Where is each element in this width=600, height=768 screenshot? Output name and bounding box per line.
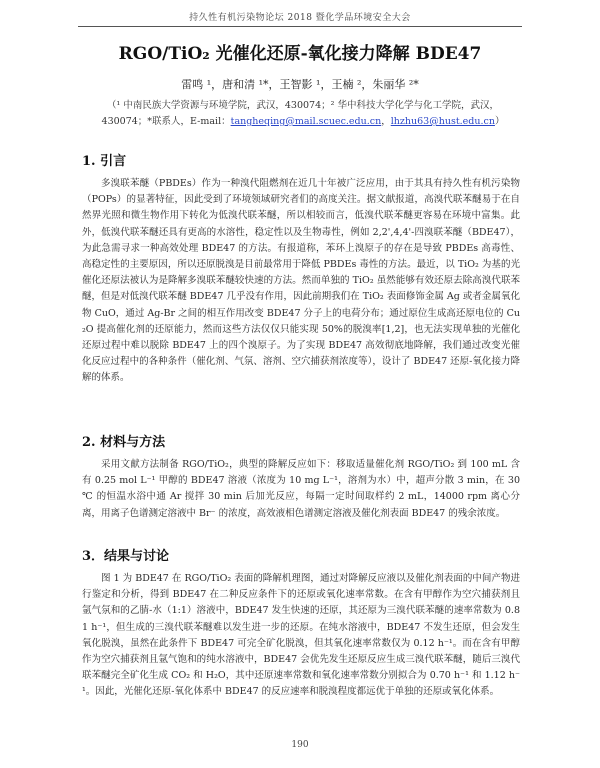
paper-title: RGO/TiO₂ 光催化还原-氧化接力降解 BDE47 — [118, 44, 482, 64]
affiliation-end: ） — [494, 116, 505, 127]
section-heading-intro: 1. 引言 — [82, 154, 127, 169]
results-paragraph: 图 1 为 BDE47 在 RGO/TiO₂ 表面的降解机理图，通过对降解反应液以及催化剂表面的中间产物进行鉴定和分析，得到 BDE47 在二种反应条件下的还原或氧化速率常数。在含有甲醇作为空穴捕获剂且氩气氛和的乙腈-水（1:1）溶液中，BDE47 发生快速的还原，其还原为三溴代联苯醚的速率常数为 0.81 h⁻¹，但生成的三溴代联苯醚难以发生进一步的还原。在纯水溶液中，BDE47 不发生还原，但会发生氧化脱溴，虽然在此条件下 BDE47 可完全矿化脱溴，但其氧化速率常数仅为 0.12 h⁻¹。而在含有甲醇作为空穴捕获剂且氩气饱和的纯水溶液中，BDE47 会优先发生还原反应生成三溴代联苯醚，随后三溴代联苯醚完全矿化生成 CO₂ 和 H₂O，其中还原速率常数和氧化速率常数分别拟合为 0.70 h⁻¹ 和 1.12 h⁻¹。因此，光催化还原-氧化体系中 BDE47 的反应速率和脱溴程度都远优于单独的还原或氧化体系。 — [82, 573, 520, 698]
section-heading-results: 3．结果与讨论 — [82, 549, 170, 564]
email-link-tang[interactable]: tangheqing@mail.scuec.edu.cn — [230, 116, 382, 127]
author-list: 雷鸣 ¹，唐和清 ¹*，王智影 ¹，王楠 ²，朱丽华 ²* — [181, 78, 419, 91]
methods-paragraph: 采用文献方法制备 RGO/TiO₂，典型的降解反应如下：移取适量催化剂 RGO/TiO₂ 到 100 mL 含有 0.25 mol L⁻¹ 甲醇的 BDE47 溶液（浓度为 10 mg L⁻¹，溶剂为水）中，超声分散 3 min，在 30 ℃ 的恒温水浴中通 Ar 搅拌 30 min 后加光反应，每隔一定时间取样约 2 mL，14000 rpm 离心分离，用离子色谱测定溶液中 Br⁻ 的浓度，高效液相色谱测定溶液及催化剂表面 BDE47 的残余浓度。 — [82, 459, 520, 519]
affiliation — [68, 98, 538, 130]
conference-header: 持久性有机污染物论坛 2018 暨化学品环境安全大会 — [189, 13, 411, 23]
header-rule — [78, 26, 522, 27]
email-separator: ， — [381, 116, 391, 127]
affiliation-line1: （¹ 中南民族大学资源与环境学院，武汉，430074；² 华中科技大学化学与化工学院，武汉， — [107, 100, 499, 111]
affiliation-line2: 430074；*联系人，E-mail： — [101, 116, 231, 127]
email-link-zhu[interactable]: lhzhu63@hust.edu.cn — [390, 116, 495, 127]
section-heading-methods: 2. 材料与方法 — [82, 435, 166, 450]
page-number: 190 — [291, 740, 309, 750]
intro-paragraph: 多溴联苯醚（PBDEs）作为一种溴代阻燃剂在近几十年被广泛应用，由于其具有持久性有机污染物（POPs）的显著特征，因此受到了环境领域研究者们的高度关注。据文献报道，高溴代联苯醚易于在自然界光照和微生物作用下转化为低溴代联苯醚，所以相较而言，低溴代联苯醚更容易在环境中富集。此外，低溴代联苯醚还具有更高的水溶性，稳定性以及生物毒性，例如 2,2',4,4'-四溴联苯醚（BDE47），为此急需寻求一种高效处理 BDE47 的方法。有报道称，苯环上溴原子的存在是导致 PBDEs 高毒性、高稳定性的主要原因，所以还原脱溴是目前最常用于降低 PBDEs 毒性的方法。最近，以 TiO₂ 为基的光催化还原法被认为是降解多溴联苯醚较快速的方法。然而单独的 TiO₂ 虽然能够有效还原去除高溴代联苯醚，但是对低溴代联苯醚 BDE47 几乎没有作用，因此前期我们在 TiO₂ 表面修饰金属 Ag 或者金属氧化物 CuO，通过 Ag-Br 之间的相互作用改变 BDE47 分子上的电荷分布；通过原位生成高还原电位的 Cu₂O 提高催化剂的还原能力，然而这些方法仅仅只能实现 50%的脱溴率[1,2]，也无法实现单独的光催化还原过程中难以脱除 BDE47 上的四个溴原子。为了实现 BDE47 高效彻底地降解，我们通过改变光催化反应过程中的各种条件（催化剂、气氛、溶剂、空穴捕获剂浓度等），设计了 BDE47 还原-氧化接力降解的体系。 — [82, 178, 520, 384]
